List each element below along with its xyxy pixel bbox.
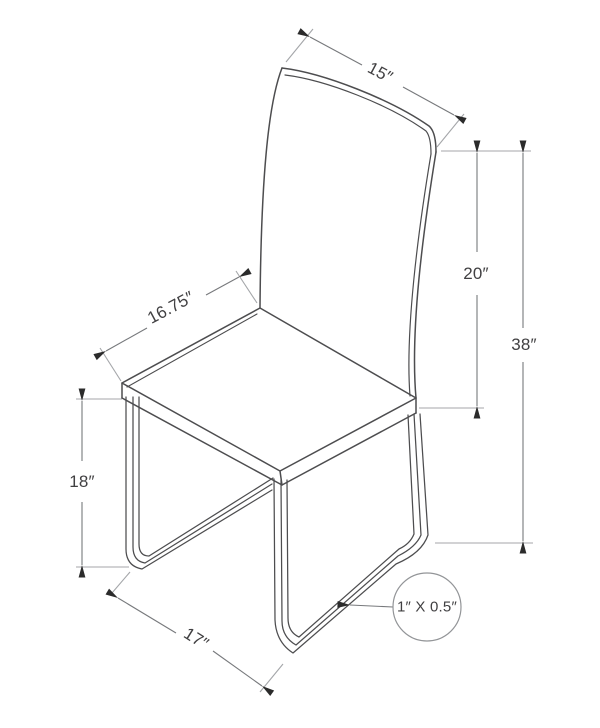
dimension-seat-depth <box>100 271 257 381</box>
dimension-line <box>106 328 147 351</box>
seat-bottom-edges <box>122 398 416 485</box>
backrest-width-label: 15″ <box>364 58 396 87</box>
seat-depth-label: 16.75″ <box>144 287 198 328</box>
dimension-line <box>118 598 176 633</box>
seat-top-face <box>122 308 416 471</box>
dimension-lines <box>76 29 533 692</box>
seat-height-label: 18″ <box>69 472 95 491</box>
dimension-line <box>403 87 454 115</box>
chair <box>122 68 436 653</box>
extension-line <box>100 348 121 381</box>
tube-size-label: 1″ X 0.5″ <box>397 598 457 616</box>
backrest-left-edge <box>260 68 282 308</box>
extension-line <box>437 114 464 147</box>
base-depth-label: 17″ <box>180 623 213 654</box>
seat <box>122 308 416 485</box>
left-sled-outer-line <box>126 397 272 569</box>
backrest-top-outer-edge <box>282 68 436 152</box>
dimension-line <box>310 37 362 65</box>
extension-line <box>286 29 313 62</box>
backrest-top-inner-edge <box>285 75 431 154</box>
overall-height-label: 38″ <box>511 335 537 354</box>
dimension-line <box>206 277 239 295</box>
extension-line <box>236 271 257 303</box>
dimension-line <box>213 651 262 686</box>
extension-line <box>260 664 283 692</box>
extension-line <box>112 572 130 593</box>
callout-leader-line <box>350 605 393 607</box>
seat-left-edge-inner-line <box>127 314 257 387</box>
backrest-height-label: 20″ <box>463 264 489 283</box>
left-sled-leg <box>126 397 273 569</box>
left-sled-mid-line <box>133 397 272 563</box>
dimension-backrest-width <box>286 29 464 147</box>
backrest <box>260 68 436 398</box>
left-sled-inner-line <box>139 397 273 556</box>
